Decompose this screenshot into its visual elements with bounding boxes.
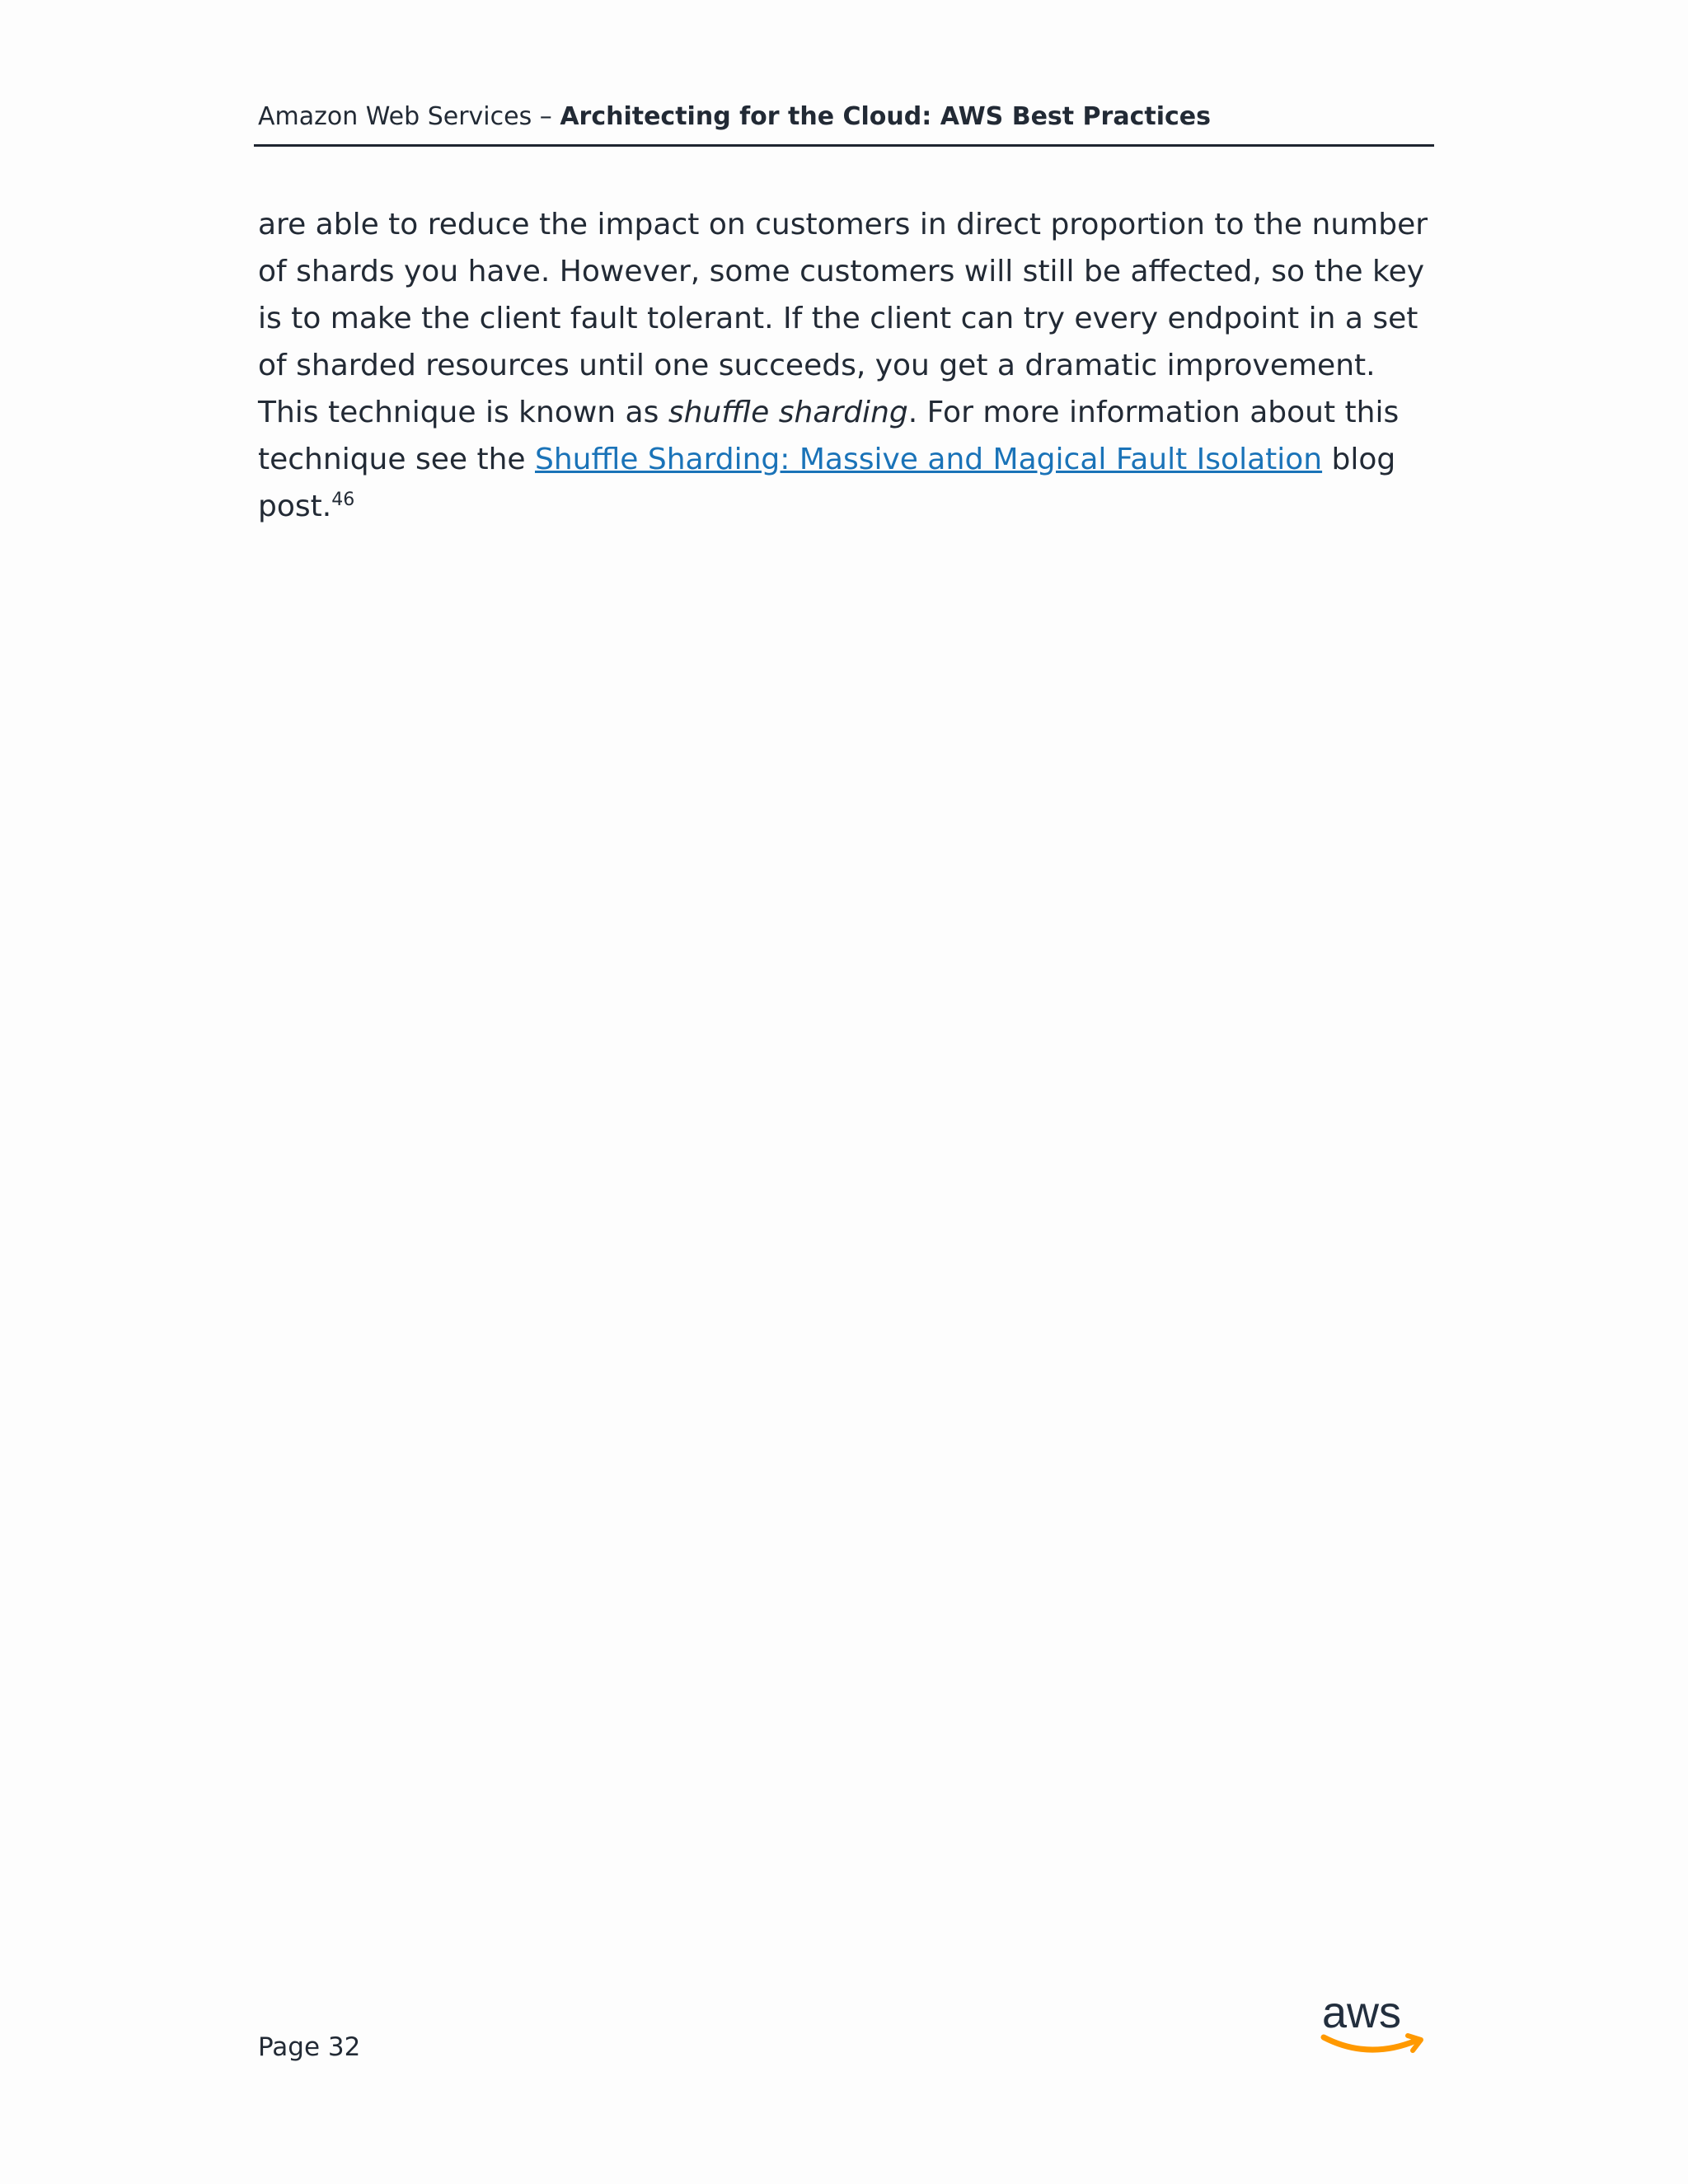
page-header [258, 99, 1211, 135]
body-paragraph-container [258, 201, 1437, 530]
header-document-title: Architecting for the Cloud: AWS Best Practices [560, 102, 1211, 131]
aws-smile-arrow [1324, 2037, 1416, 2050]
aws-logo-icon [1319, 1988, 1428, 2062]
body-text-before-italic: are able to reduce the impact on customers in direct proportion to the number of shards you have. However, some customers will still be affected, so the key is to make the client fault tolerant. If the client can try every endpoint in a set of sharded resources until one succeeds, you get a dramatic improvement. This technique is known as [258, 208, 1428, 429]
footnote-reference[interactable]: 46 [331, 490, 355, 510]
shuffle-sharding-blog-link[interactable]: Shuffle Sharding: Massive and Magical Fault Isolation [534, 443, 1323, 476]
body-text-after-link: blog post. [258, 443, 1396, 523]
italic-term: shuffle sharding [668, 396, 908, 429]
header-separator: – [532, 102, 560, 131]
body-text-after-italic: . For more information about this technique see the [258, 396, 1400, 476]
header-divider [254, 144, 1434, 147]
body-paragraph [258, 201, 1437, 530]
aws-logo-text: aws [1322, 1988, 1402, 2037]
page-number: Page 32 [258, 2032, 361, 2062]
header-company: Amazon Web Services [258, 102, 532, 131]
